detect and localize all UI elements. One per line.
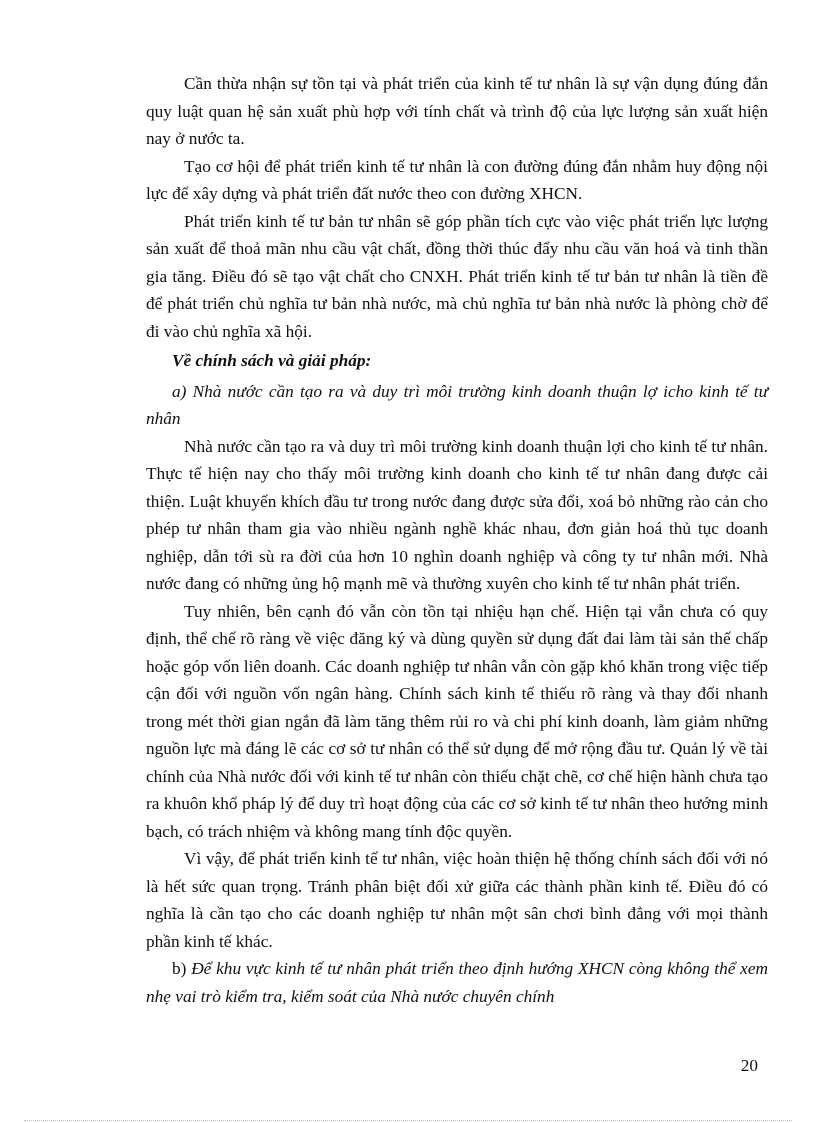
- subheading-b: [146, 955, 768, 1010]
- subheading-b-prefix: b): [172, 959, 192, 978]
- paragraph-development: Phát triển kinh tế tư bản tư nhân sẽ góp phần tích cực vào việc phát triển lực lượng sản xuất để thoả mãn nhu cầu vật chất, đồng thời thúc đẩy nhu cầu văn hoá và tinh thần gia tăng. Điều đó sẽ tạo vật chất cho CNXH. Phát triển kinh tế tư bản tư nhân là tiền đề để phát triển chủ nghĩa tư bản nhà nước, mà chủ nghĩa tư bản nhà nước là phòng chờ để đi vào chủ nghĩa xã hội.: [146, 211, 768, 341]
- paragraph-a-3: Vì vậy, để phát triển kinh tế tư nhân, việc hoàn thiện hệ thống chính sách đối với nó là hết sức quan trọng. Tránh phân biệt đối xử giữa các thành phần kinh tế. Điều đó có nghĩa là cần tạo cho các doanh nghiệp tư nhân một sân chơi bình đẳng với mọi thành phần kinh tế khác.: [146, 849, 768, 951]
- paragraph-opportunity: Tạo cơ hội để phát triển kinh tế tư nhân là con đường đúng đắn nhằm huy động nội lực để xây dựng và phát triển đất nước theo con đường XHCN.: [146, 156, 768, 203]
- section-heading: Về chính sách và giải pháp:: [172, 351, 372, 370]
- paragraph-intro: Cần thừa nhận sự tồn tại và phát triển của kinh tế tư nhân là sự vận dụng đúng đắn quy luật quan hệ sản xuất phù hợp với tính chất và trình độ của lực lượng sản xuất hiện nay ở nước ta.: [146, 74, 768, 148]
- paragraph-a-1: Nhà nước cần tạo ra và duy trì môi trường kinh doanh thuận lợi cho kinh tế tư nhân. Thực tế hiện nay cho thấy môi trường kinh doanh cho kinh tế tư nhân đang được cải thiện. Luật khuyến khích đầu tư trong nước đang được sửa đổi, xoá bỏ những rào cản cho phép tư nhân tham gia vào nhiều ngành nghề khác nhau, đơn giản hoá thủ tục doanh nghiệp, dẫn tới sù ra đời của hơn 10 nghìn doanh nghiệp và công ty tư nhân mới. Nhà nước đang có những ủng hộ mạnh mẽ và thường xuyên cho kinh tế tư nhân phát triển.: [146, 436, 768, 593]
- subheading-a: a) Nhà nước cần tạo ra và duy trì môi trường kinh doanh thuận lợ icho kinh tế tư nhân: [146, 381, 768, 428]
- paragraph-a-2: Tuy nhiên, bên cạnh đó vẫn còn tồn tại nhiệu hạn chế. Hiện tại vẫn chưa có quy định, thể chế rõ ràng về việc đăng ký và dùng quyền sử dụng đất đai làm tài sản thế chấp hoặc góp vốn liên doanh. Các doanh nghiệp tư nhân vẫn còn gặp khó khăn trong việc tiếp cận đối với nguồn vốn ngân hàng. Chính sách kinh tế thiếu rõ ràng và thay đổi nhanh trong mét thời gian ngắn đã làm tăng thêm rủi ro và chi phí kinh doanh, làm giảm những nguồn lực mà đáng lẽ các cơ sở tư nhân có thể sử dụng để mở rộng đầu tư. Quản lý về tài chính của Nhà nước đối với kinh tế tư nhân còn thiếu chặt chẽ, cơ chế hiện hành chưa tạo ra khuôn khổ pháp lý để duy trì hoạt động của các cơ sở kinh tế tư nhân theo hướng minh bạch, có trách nhiệm và không mang tính độc quyền.: [146, 601, 768, 841]
- page-bottom-divider: [24, 1120, 792, 1121]
- page-number: 20: [740, 1056, 758, 1075]
- subheading-b-text: Để khu vực kinh tế tư nhân phát triển theo định hướng XHCN còng không thể xem nhẹ vai trò kiểm tra, kiểm soát của Nhà nước chuyên chính: [146, 959, 768, 1006]
- page-body: [146, 70, 768, 1010]
